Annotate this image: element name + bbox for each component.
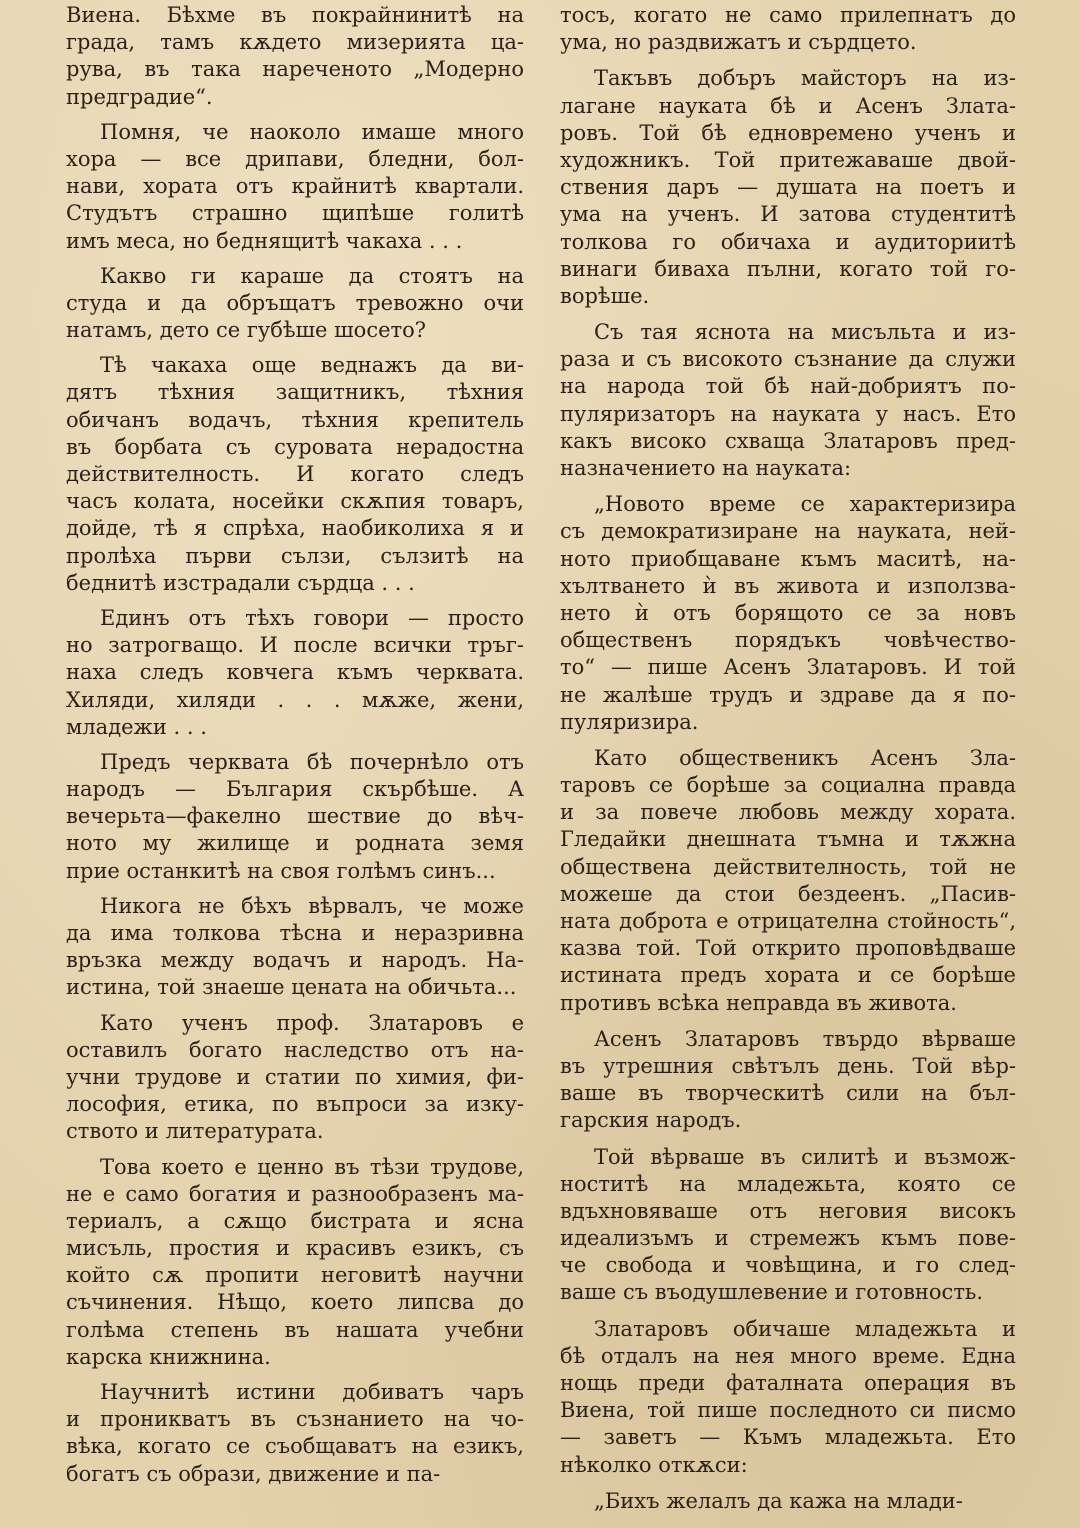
text-line: който сѫ пропити неговитѣ научни	[66, 1263, 524, 1288]
text-line: „Бихъ желалъ да кажа на млади-	[594, 1488, 963, 1513]
text-line: ворѣше.	[560, 283, 650, 308]
text-line: казва той. Той открито проповѣдваше	[560, 936, 1016, 961]
text-line: нави, хората отъ крайнитѣ квартали.	[66, 174, 524, 199]
text-line: наха следъ ковчега къмъ черквата.	[66, 660, 524, 685]
text-line: Виена, той пише последното си писмо	[560, 1398, 1016, 1423]
text-line: териалъ, а сѫщо бистрата и ясна	[66, 1208, 524, 1233]
text-line: народъ — България скърбѣше. А	[66, 777, 524, 802]
text-line: не е само богатия и разнообразенъ ма-	[66, 1181, 524, 1206]
text-line: натамъ, дето се губѣше шосето?	[66, 318, 427, 343]
text-line: истина, той знаеше цената на обичьта...	[66, 975, 517, 1000]
text-line: беднитѣ изстрадали сърдца . . .	[66, 570, 415, 595]
right-paragraph	[560, 2, 1016, 56]
text-line: и за повече любовь между хората.	[560, 800, 1016, 825]
text-line: Гледайки днешната тъмна и тѫжна	[560, 827, 1016, 852]
text-line: ството и литературата.	[66, 1119, 324, 1144]
right-paragraph	[560, 319, 1016, 482]
text-line: ното му жилище и родната земя	[66, 831, 524, 856]
text-line: — заветъ — Къмъ младежьта. Ето	[560, 1425, 1016, 1450]
text-line: ната доброта е отрицателна стойность“,	[560, 909, 1016, 933]
right-paragraph	[560, 65, 1016, 310]
text-line: противъ всѣка неправда въ живота.	[560, 990, 957, 1015]
text-line: хълтването ѝ въ живота и използва-	[560, 573, 1016, 598]
left-paragraph	[66, 893, 524, 1002]
text-line: действителность. И когато следъ	[66, 462, 524, 486]
text-line: тосъ, когато не само прилепнатъ до	[560, 3, 1016, 27]
text-line: съ демократизиране на науката, ней-	[560, 519, 1016, 544]
text-line: нощь преди фаталната операция въ	[560, 1371, 1016, 1395]
text-line: Предъ черквата бѣ почернѣло отъ	[100, 749, 524, 774]
text-line: оставилъ богато наследство отъ на-	[66, 1037, 524, 1062]
text-line: мисъль, простия и красивъ езикъ, съ	[66, 1236, 524, 1261]
text-line: ното приобщаване къмъ маситѣ, на-	[560, 546, 1016, 571]
text-line: Помня, че наоколо имаше много	[100, 119, 524, 144]
text-line: Съ тая яснота на мисъльта и из-	[594, 320, 1016, 345]
text-line: Той вѣрваше въ силитѣ и възмож-	[594, 1144, 1016, 1169]
text-line: вечерьта—факелно шествие до вѣч-	[66, 804, 524, 829]
right-paragraph	[560, 491, 1016, 736]
text-line: въ борбата съ суровата нерадостна	[66, 434, 524, 459]
text-line: съчинения. Нѣщо, което липсва до	[66, 1290, 524, 1315]
right-paragraph	[560, 1488, 1016, 1515]
text-line: Тѣ чакаха още веднажъ да ви-	[100, 353, 524, 378]
text-line: Асенъ Златаровъ твърдо вѣрваше	[594, 1026, 1016, 1051]
text-line: дойде, тѣ я спрѣха, наобиколиха я и	[66, 516, 524, 541]
text-line: дятъ тѣхния защитникъ, тѣхния	[66, 380, 524, 405]
right-column	[560, 2, 1016, 1524]
text-line: таровъ се борѣше за социална правда	[560, 773, 1016, 798]
left-paragraph	[66, 119, 524, 255]
left-paragraph	[66, 1379, 524, 1488]
text-line: обичанъ водачъ, тѣхния крепитель	[66, 407, 524, 432]
text-line: хора — все дрипави, бледни, бол-	[66, 146, 524, 171]
text-line: часъ колата, носейки скѫпия товаръ,	[66, 489, 524, 514]
text-line: пуляризаторъ на науката у насъ. Ето	[560, 401, 1016, 426]
text-line: гарския народъ.	[560, 1108, 742, 1133]
left-paragraph	[66, 1154, 524, 1372]
right-paragraph	[560, 745, 1016, 1017]
left-paragraph	[66, 1010, 524, 1146]
text-line: ваше съ въодушлевение и готовность.	[560, 1280, 984, 1305]
text-line: Като ученъ проф. Златаровъ е	[100, 1010, 524, 1035]
text-line: Такъвъ добъръ майсторъ на из-	[594, 66, 1016, 91]
text-line: връзка между водачъ и народъ. На-	[66, 948, 524, 973]
text-line: Златаровъ обичаше младежьта и	[594, 1316, 1016, 1341]
text-line: нето ѝ отъ борящото се за новъ	[560, 600, 1016, 625]
text-line: Това което е ценно въ тѣзи трудове,	[100, 1154, 524, 1179]
text-line: Какво ги караше да стоятъ на	[100, 263, 524, 288]
text-line: общественъ порядъкъ човѣчество-	[560, 628, 1016, 653]
text-line: винаги биваха пълни, когато той го-	[560, 256, 1016, 281]
text-line: въ утрешния свѣтълъ день. Той вѣр-	[560, 1053, 1016, 1078]
text-line: но затрогващо. И после всички тръг-	[66, 633, 524, 658]
text-line: истината предъ хората и се борѣше	[560, 963, 1016, 988]
right-paragraph	[560, 1144, 1016, 1307]
text-line: не жалѣше трудъ и здраве да я по-	[560, 682, 1016, 707]
text-line: Студътъ страшно щипѣше голитѣ	[66, 201, 524, 226]
left-paragraph	[66, 352, 524, 597]
text-line: вдъхновяваше отъ неговия високъ	[560, 1198, 1016, 1223]
text-line: пролѣха първи сълзи, сълзитѣ на	[66, 543, 524, 568]
text-line: че свобода и човѣщина, и го след-	[560, 1253, 1016, 1278]
text-line: „Новото време се характеризира	[594, 492, 1016, 517]
text-line: вѣка, когато се съобщаватъ на езикъ,	[66, 1434, 524, 1459]
text-line: то“ — пише Асенъ Златаровъ. И той	[560, 655, 1016, 680]
left-paragraph	[66, 263, 524, 345]
text-line: ума на ученъ. И затова студентитѣ	[560, 202, 1016, 227]
left-column	[66, 2, 524, 1496]
text-line: толкова го обичаха и аудиториитѣ	[560, 229, 1016, 254]
text-line: голѣма степень въ нашата учебни	[66, 1317, 524, 1342]
text-line: обществена действителность, той не	[560, 854, 1016, 879]
text-line: ума, но раздвижатъ и сърдцето.	[560, 30, 917, 55]
text-line: лософия, етика, по въпроси за изку-	[66, 1092, 524, 1117]
text-line: ноститѣ на младежьта, която се	[560, 1171, 1016, 1196]
text-line: художникъ. Той притежаваше двой-	[560, 147, 1016, 172]
text-line: Като общественикъ Асенъ Зла-	[594, 745, 1016, 770]
text-line: и проникватъ въ съзнанието на чо-	[66, 1407, 524, 1432]
text-line: учни трудове и статии по химия, фи-	[66, 1064, 524, 1089]
text-line: да има толкова тѣсна и неразривна	[66, 921, 524, 945]
text-line: предградие“.	[66, 84, 213, 109]
text-line: имъ меса, но беднящитѣ чакаха . . .	[66, 228, 463, 253]
text-line: идеализъмъ и стремежъ къмъ пове-	[560, 1226, 1016, 1251]
text-line: Научнитѣ истини добиватъ чаръ	[100, 1380, 524, 1404]
text-line: богатъ съ образи, движение и па-	[66, 1461, 441, 1486]
text-line: младежи . . .	[66, 714, 207, 739]
text-line: града, тамъ кѫдето мизерията ца-	[66, 30, 524, 55]
text-line: на народа той бѣ най-добриятъ по-	[560, 374, 1016, 399]
text-line: рува, въ така нареченото „Модерно	[66, 57, 524, 82]
text-line: карска книжнина.	[66, 1344, 271, 1369]
text-line: ровъ. Той бѣ едновремено ученъ и	[560, 120, 1016, 145]
text-line: студа и да обръщатъ тревожно очи	[66, 290, 524, 315]
text-line: нѣколко откѫси:	[560, 1452, 748, 1477]
text-line: ваше въ творческитѣ сили на бъл-	[560, 1081, 1016, 1106]
text-line: прие останкитѣ на своя голѣмъ синъ...	[66, 858, 496, 883]
text-line: Единъ отъ тѣхъ говори — просто	[100, 605, 524, 630]
right-paragraph	[560, 1316, 1016, 1479]
text-line: назначението на науката:	[560, 456, 852, 480]
left-paragraph	[66, 749, 524, 885]
text-line: бѣ отдалъ на нея много време. Една	[560, 1343, 1016, 1368]
text-line: раза и съ високото съзнание да служи	[560, 347, 1016, 372]
text-line: лагане науката бѣ и Асенъ Злата-	[560, 93, 1016, 118]
text-line: какъ високо схваща Златаровъ пред-	[560, 428, 1016, 453]
text-line: Виена. Бѣхме въ покрайнинитѣ на	[66, 3, 524, 27]
right-paragraph	[560, 1026, 1016, 1135]
left-paragraph	[66, 2, 524, 111]
text-line: Хиляди, хиляди . . . мѫже, жени,	[66, 687, 524, 712]
left-paragraph	[66, 605, 524, 741]
text-line: Никога не бѣхъ вѣрвалъ, че може	[100, 893, 524, 918]
text-line: пуляризира.	[560, 709, 699, 734]
text-line: можеше да стои бездеенъ. „Пасив-	[560, 881, 1016, 906]
text-line: ствения даръ — душата на поетъ и	[560, 175, 1016, 200]
